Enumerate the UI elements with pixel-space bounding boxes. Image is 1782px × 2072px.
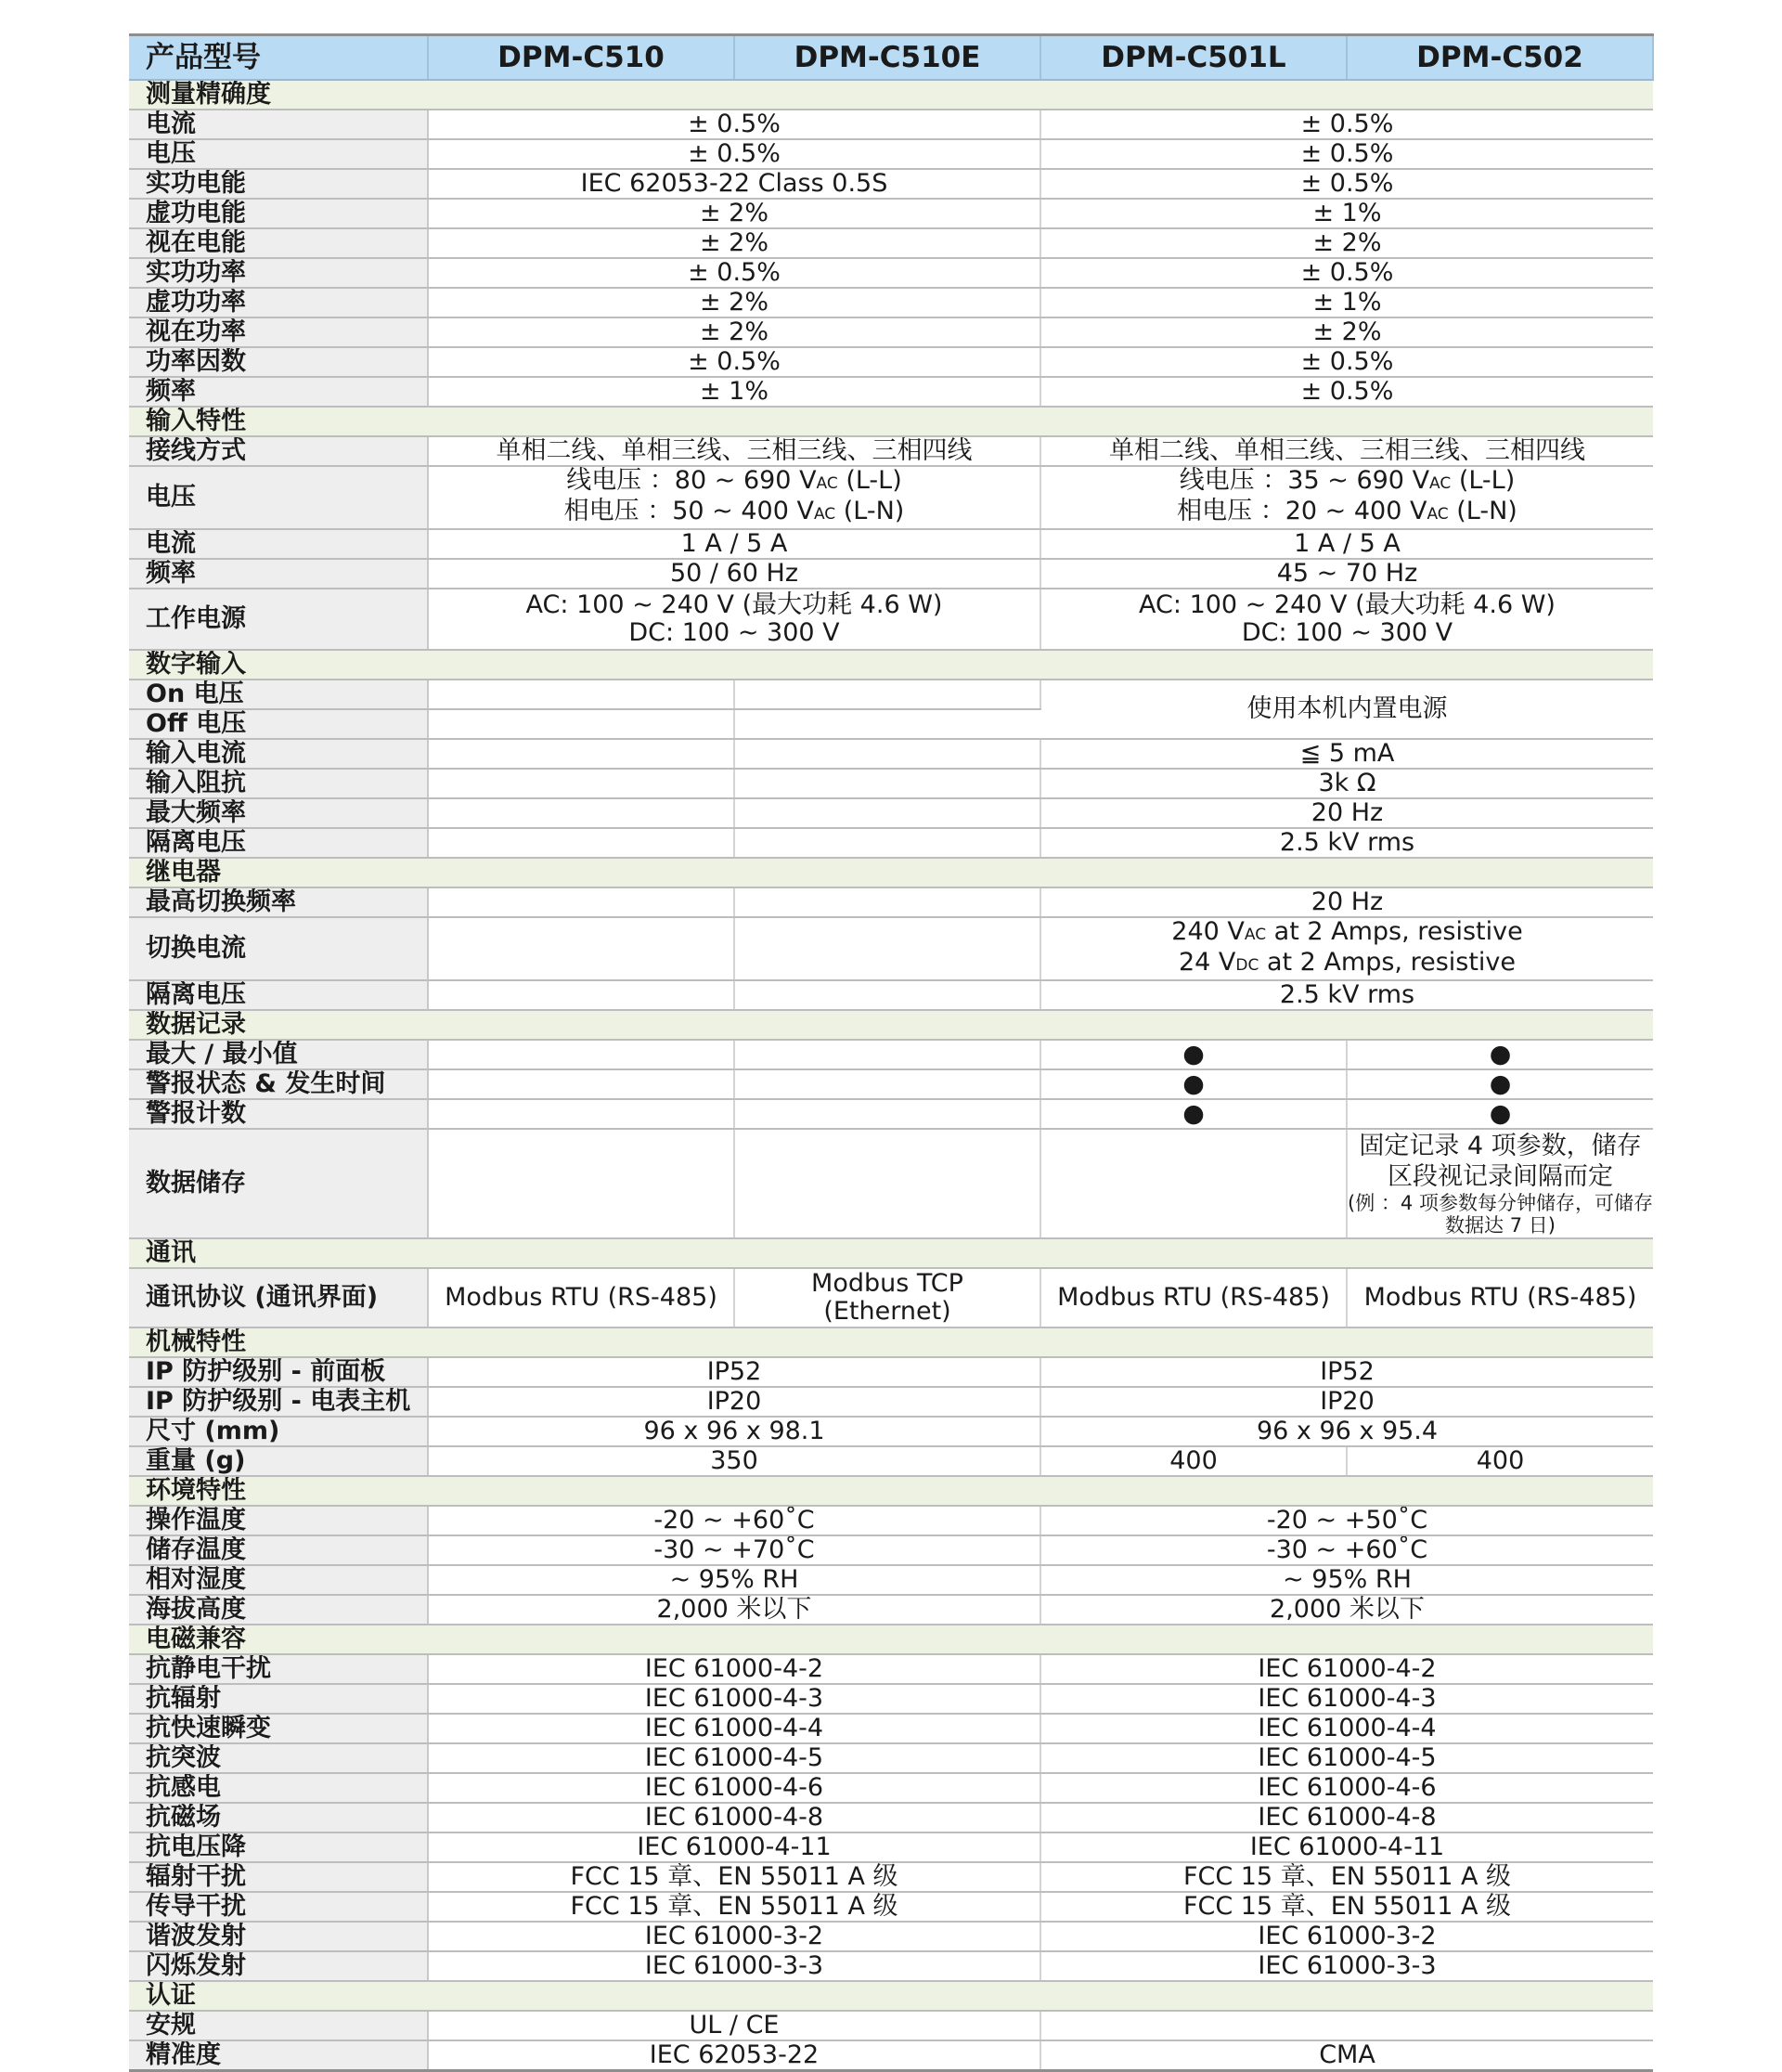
row-label: 实功功率 [129,258,428,288]
table-row [129,1565,1653,1595]
section-title: 环境特性 [129,1476,1653,1506]
row-label: 工作电源 [129,589,428,650]
table-row [129,1862,1653,1892]
row-value: -20 ~ +60˚C [428,1506,1040,1535]
table-row [129,2011,1653,2040]
row-value: 50 / 60 Hz [428,559,1040,589]
section-title: 电磁兼容 [129,1625,1653,1654]
row-label: 最大 / 最小值 [129,1040,428,1069]
table-row [129,1773,1653,1803]
table-row [129,1595,1653,1625]
row-label: 电压 [129,466,428,529]
table-row [129,1357,1653,1387]
table-row [129,110,1653,139]
row-label: 频率 [129,559,428,589]
row-value: IEC 61000-3-3 [1040,1951,1653,1981]
table-row [129,1387,1653,1417]
row-value: ± 2% [428,317,1040,347]
row-label: 抗感电 [129,1773,428,1803]
table-row [129,169,1653,199]
row-value: 1 A / 5 A [428,529,1040,559]
table-row [129,1040,1653,1069]
voltage-phase: 相电压 ：50 ~ 400 VAC (L-N) [563,497,905,525]
section-row [129,650,1653,680]
row-value: IP20 [1040,1387,1653,1417]
row-value: FCC 15 章、EN 55011 A 级 [1040,1862,1653,1892]
row-value: -30 ~ +60˚C [1040,1535,1653,1565]
dot-icon: ● [1040,1099,1347,1129]
row-label: 实功电能 [129,169,428,199]
row-value: 2,000 米以下 [1040,1595,1653,1625]
table-row [129,258,1653,288]
row-value: -20 ~ +50˚C [1040,1506,1653,1535]
row-value: ~ 95% RH [428,1565,1040,1595]
section-row [129,1476,1653,1506]
table-row [129,1268,1653,1327]
row-label: IP 防护级别 - 前面板 [129,1357,428,1387]
row-value: IEC 61000-4-3 [428,1684,1040,1714]
row-label: 隔离电压 [129,828,428,858]
row-value: FCC 15 章、EN 55011 A 级 [428,1892,1040,1922]
voltage-phase: 相电压 ：20 ~ 400 VAC (L-N) [1177,497,1517,525]
row-label: 抗突波 [129,1743,428,1773]
section-row [129,858,1653,887]
row-value: IEC 62053-22 [428,2040,1040,2071]
row-value: 20 Hz [1040,887,1653,917]
row-label: 辐射干扰 [129,1862,428,1892]
row-value: AC: 100 ~ 240 V (最大功耗 4.6 W) DC: 100 ~ 300 V [1040,589,1653,650]
row-label: IP 防护级别 - 电表主机 [129,1387,428,1417]
row-value: Modbus RTU (RS-485) [428,1268,734,1327]
row-value: IEC 61000-4-5 [428,1743,1040,1773]
row-value: 1 A / 5 A [1040,529,1653,559]
row-label: 最高切换频率 [129,887,428,917]
row-value: IEC 62053-22 Class 0.5S [428,169,1040,199]
table-row [129,1417,1653,1446]
row-value: IEC 61000-4-8 [428,1803,1040,1832]
dot-icon: ● [1347,1069,1653,1099]
row-value: ± 1% [1040,199,1653,228]
section-row [129,1238,1653,1268]
header-label: 产品型号 [129,35,428,81]
model-dpm-c501l: DPM-C501L [1040,35,1347,81]
row-value: CMA [1040,2040,1653,2071]
table-row [129,887,1653,917]
row-value: IEC 61000-4-8 [1040,1803,1653,1832]
row-label: 海拔高度 [129,1595,428,1625]
table-row [129,1506,1653,1535]
row-label: 通讯协议 (通讯界面) [129,1268,428,1327]
row-value: 20 Hz [1040,798,1653,828]
table-row [129,1446,1653,1476]
section-row [129,1327,1653,1357]
row-label: 抗电压降 [129,1832,428,1862]
row-value: 96 x 96 x 95.4 [1040,1417,1653,1446]
row-value: ± 0.5% [428,110,1040,139]
row-value: Modbus TCP (Ethernet) [734,1268,1040,1327]
row-label: 相对湿度 [129,1565,428,1595]
section-row [129,80,1653,110]
table-row [129,1892,1653,1922]
table-row [129,1535,1653,1565]
row-label: 抗磁场 [129,1803,428,1832]
table-row [129,980,1653,1010]
row-value: ~ 95% RH [1040,1565,1653,1595]
row-value: IP52 [428,1357,1040,1387]
section-title: 数字输入 [129,650,1653,680]
row-value: ± 2% [428,288,1040,317]
row-label: 精准度 [129,2040,428,2071]
row-label: 电流 [129,110,428,139]
table-row [129,228,1653,258]
dot-icon: ● [1040,1040,1347,1069]
row-value: IEC 61000-4-2 [428,1654,1040,1684]
row-value: ± 2% [428,228,1040,258]
row-value: ± 1% [428,377,1040,407]
row-label: 尺寸 (mm) [129,1417,428,1446]
table-row [129,1743,1653,1773]
section-title: 继电器 [129,858,1653,887]
row-label: 储存温度 [129,1535,428,1565]
row-value: IEC 61000-3-2 [428,1922,1040,1951]
row-value: 350 [428,1446,1040,1476]
row-value: ± 0.5% [428,347,1040,377]
row-value: ± 0.5% [1040,139,1653,169]
spec-table [129,33,1654,2072]
row-value: ± 0.5% [1040,258,1653,288]
row-label: 输入电流 [129,739,428,769]
table-row [129,288,1653,317]
table-row [129,199,1653,228]
row-value: 2.5 kV rms [1040,980,1653,1010]
section-title: 通讯 [129,1238,1653,1268]
row-value: IEC 61000-3-3 [428,1951,1040,1981]
row-label: 电压 [129,139,428,169]
row-value [1040,466,1653,529]
table-row [129,436,1653,466]
row-label: 接线方式 [129,436,428,466]
dot-icon: ● [1040,1069,1347,1099]
table-row [129,466,1653,529]
row-label: 视在电能 [129,228,428,258]
row-label: 输入阻抗 [129,769,428,798]
row-value: IEC 61000-4-6 [428,1773,1040,1803]
row-value: ± 1% [1040,288,1653,317]
row-value: 400 [1347,1446,1653,1476]
row-label: 数据储存 [129,1129,428,1238]
row-value: ± 2% [1040,228,1653,258]
row-value: IP20 [428,1387,1040,1417]
row-label: 重量 (g) [129,1446,428,1476]
table-row [129,1069,1653,1099]
row-value: Modbus RTU (RS-485) [1040,1268,1347,1327]
row-value: IEC 61000-4-3 [1040,1684,1653,1714]
row-value: 240 VAC at 2 Amps, resistive 24 VDC at 2 Amps, resistive [1040,917,1653,980]
row-value: UL / CE [428,2011,1040,2040]
row-value: IP52 [1040,1357,1653,1387]
storage-note: 固定记录 4 项参数，储存区段视记录间隔而定 (例 ：4 项参数每分钟储存，可储存数据达 7 日) [1347,1129,1653,1238]
section-title: 认证 [129,1981,1653,2011]
row-label: 谐波发射 [129,1922,428,1951]
row-label: 抗快速瞬变 [129,1714,428,1743]
row-value: ± 0.5% [428,258,1040,288]
row-value: 2,000 米以下 [428,1595,1040,1625]
row-label: 安规 [129,2011,428,2040]
row-value: 使用本机内置电源 [1040,680,1653,739]
row-label: 警报状态 & 发生时间 [129,1069,428,1099]
row-label: 频率 [129,377,428,407]
row-value: IEC 61000-3-2 [1040,1922,1653,1951]
section-row [129,1625,1653,1654]
row-value: IEC 61000-4-4 [428,1714,1040,1743]
row-label: 虚功功率 [129,288,428,317]
voltage-line: 线电压 ：80 ~ 690 VAC (L-L) [566,466,902,495]
table-row [129,1832,1653,1862]
row-label: 操作温度 [129,1506,428,1535]
section-row [129,1981,1653,2011]
table-row [129,589,1653,650]
section-row [129,407,1653,436]
row-value: ± 2% [428,199,1040,228]
table-row [129,739,1653,769]
table-row [129,377,1653,407]
row-value: AC: 100 ~ 240 V (最大功耗 4.6 W) DC: 100 ~ 300 V [428,589,1040,650]
row-value: 96 x 96 x 98.1 [428,1417,1040,1446]
row-value: 3k Ω [1040,769,1653,798]
row-value: 单相二线、单相三线、三相三线、三相四线 [428,436,1040,466]
table-row [129,317,1653,347]
table-row [129,139,1653,169]
row-value: IEC 61000-4-11 [1040,1832,1653,1862]
dot-icon: ● [1347,1099,1653,1129]
row-label: 警报计数 [129,1099,428,1129]
section-title: 数据记录 [129,1010,1653,1040]
row-value: IEC 61000-4-2 [1040,1654,1653,1684]
row-value: 2.5 kV rms [1040,828,1653,858]
model-dpm-c502: DPM-C502 [1347,35,1653,81]
row-value: ± 0.5% [1040,377,1653,407]
row-value: FCC 15 章、EN 55011 A 级 [1040,1892,1653,1922]
row-value: ± 0.5% [1040,169,1653,199]
row-label: 闪烁发射 [129,1951,428,1981]
table-row [129,1922,1653,1951]
row-label: 虚功电能 [129,199,428,228]
voltage-line: 线电压 ：35 ~ 690 VAC (L-L) [1179,466,1516,495]
table-row [129,1129,1653,1238]
row-value: -30 ~ +70˚C [428,1535,1040,1565]
table-row [129,347,1653,377]
row-label: 隔离电压 [129,980,428,1010]
table-row [129,1654,1653,1684]
table-row [129,917,1653,980]
table-row [129,529,1653,559]
row-value: 单相二线、单相三线、三相三线、三相四线 [1040,436,1653,466]
table-row [129,1951,1653,1981]
section-title: 输入特性 [129,407,1653,436]
row-label: Off 电压 [129,709,428,739]
table-row [129,1714,1653,1743]
table-row [129,769,1653,798]
row-value: ± 0.5% [1040,347,1653,377]
row-label: 抗静电干扰 [129,1654,428,1684]
row-value: ± 0.5% [1040,110,1653,139]
row-value: ± 2% [1040,317,1653,347]
row-value: FCC 15 章、EN 55011 A 级 [428,1862,1040,1892]
table-row [129,1099,1653,1129]
table-row [129,798,1653,828]
model-dpm-c510: DPM-C510 [428,35,734,81]
row-label: 抗辐射 [129,1684,428,1714]
row-value: ≦ 5 mA [1040,739,1653,769]
row-value [428,466,1040,529]
model-dpm-c510e: DPM-C510E [734,35,1040,81]
dot-icon: ● [1347,1040,1653,1069]
row-value: IEC 61000-4-5 [1040,1743,1653,1773]
table-row [129,1803,1653,1832]
row-label: 最大频率 [129,798,428,828]
section-title: 机械特性 [129,1327,1653,1357]
row-value: IEC 61000-4-11 [428,1832,1040,1862]
table-row [129,559,1653,589]
table-row [129,828,1653,858]
row-value: IEC 61000-4-6 [1040,1773,1653,1803]
row-label: 切换电流 [129,917,428,980]
row-value: ± 0.5% [428,139,1040,169]
row-label: 视在功率 [129,317,428,347]
row-label: 功率因数 [129,347,428,377]
row-label: 电流 [129,529,428,559]
row-label: On 电压 [129,680,428,709]
row-value: 45 ~ 70 Hz [1040,559,1653,589]
row-value: Modbus RTU (RS-485) [1347,1268,1653,1327]
section-title: 测量精确度 [129,80,1653,110]
table-row [129,680,1653,709]
table-row [129,1684,1653,1714]
section-row [129,1010,1653,1040]
row-value: 400 [1040,1446,1347,1476]
row-value: IEC 61000-4-4 [1040,1714,1653,1743]
row-label: 传导干扰 [129,1892,428,1922]
header-row [129,35,1653,81]
